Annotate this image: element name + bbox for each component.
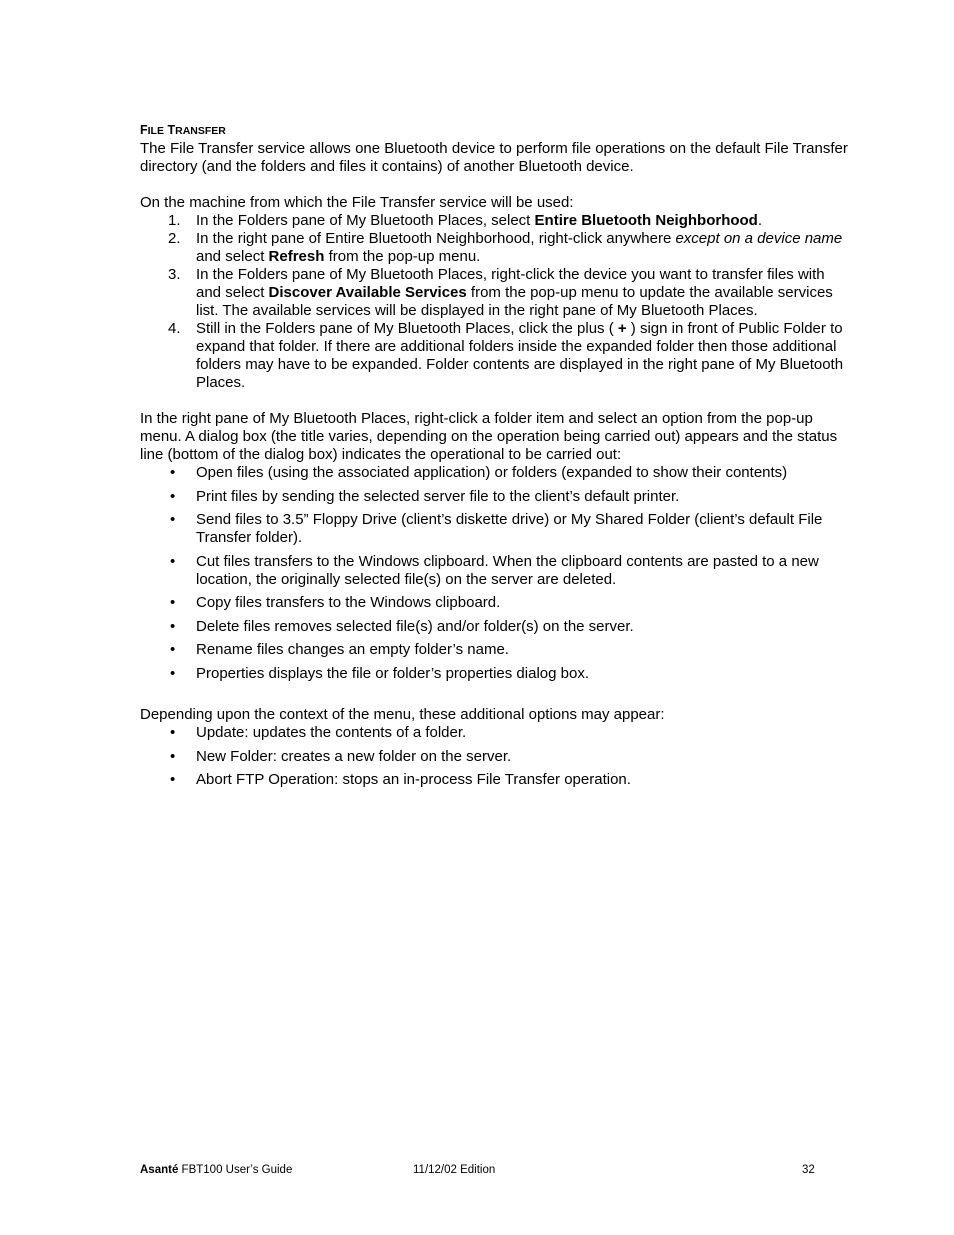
list-item: • New Folder: creates a new folder on the server. — [170, 747, 512, 765]
footer-brand: Asanté — [140, 1164, 179, 1176]
list-item: • Update: updates the contents of a folder. — [170, 724, 467, 741]
right-pane-paragraph: In the right pane of My Bluetooth Places, right-click a folder item and select an option from the pop-up menu. A dialog box (the title varies, depending on the operation being carried out) appears and the status line (bottom of the dialog box) indicates the operational to be carried out: — [140, 410, 838, 463]
list-item: • Delete files removes selected file(s) and/or folder(s) on the server. — [170, 617, 634, 635]
options-list — [140, 464, 850, 683]
footer-page-number: 32 — [802, 1164, 815, 1176]
step-number: 3. — [168, 266, 181, 283]
italic-term: except on a device name — [675, 230, 843, 247]
step-item: 4. Still in the Folders pane of My Bluetooth Places, click the plus ( + ) sign in front of Public Folder to expand that folder. If there are additional folders inside the expanded folder then those additional folders may have to be expanded. Folder contents are displayed in the right pane of My Bluetooth Places. — [168, 320, 844, 391]
list-item: • Print files by sending the selected server file to the client’s default printer. — [170, 487, 680, 505]
step-number: 4. — [168, 320, 181, 337]
machine-intro: On the machine from which the File Transfer service will be used: — [140, 194, 574, 211]
context-paragraph: Depending upon the context of the menu, these additional options may appear: — [140, 706, 665, 723]
footer-guide-title: Asanté FBT100 User’s Guide — [140, 1164, 293, 1176]
footer-edition: 11/12/02 Edition — [413, 1164, 496, 1176]
intro-paragraph: The File Transfer service allows one Bluetooth device to perform file operations on the default File Transfer directory (and the folders and files it contains) of another Bluetooth device. — [140, 140, 848, 175]
title-letter: T — [167, 123, 176, 137]
title-smallcaps: ILE — [147, 125, 164, 137]
title-smallcaps: RANSFER — [175, 125, 226, 137]
extra-options-list — [140, 724, 850, 789]
list-item: • Cut files transfers to the Windows clipboard. When the clipboard contents are pasted to a new location, the originally selected file(s) on the server are deleted. — [170, 552, 819, 588]
step-item: 2. In the right pane of Entire Bluetooth Neighborhood, right-click anywhere except on a device name and select Refresh from the pop-up menu. — [168, 230, 843, 265]
section-title — [140, 121, 850, 140]
list-item: • Abort FTP Operation: stops an in-process File Transfer operation. — [170, 771, 631, 788]
bold-term: Entire Bluetooth Neighborhood — [534, 212, 758, 229]
title-letter: F — [140, 123, 148, 137]
step-item: 1. In the Folders pane of My Bluetooth Places, select Entire Bluetooth Neighborhood. — [168, 212, 763, 229]
bold-term: Refresh — [268, 248, 325, 265]
list-item: • Copy files transfers to the Windows clipboard. — [170, 594, 501, 611]
steps-list — [140, 212, 850, 392]
page-content — [140, 121, 850, 795]
step-item: 3. In the Folders pane of My Bluetooth Places, right-click the device you want to transfer files with and select Discover Available Services from the pop-up menu to update the available services list. The available services will be displayed in the right pane of My Bluetooth Places. — [168, 266, 833, 319]
step-number: 1. — [168, 212, 181, 229]
bold-term: Discover Available Services — [268, 284, 467, 301]
list-item: • Send files to 3.5” Floppy Drive (client’s diskette drive) or My Shared Folder (client’s default File Transfer folder). — [170, 511, 823, 546]
step-number: 2. — [168, 230, 181, 247]
list-item: • Properties displays the file or folder’s properties dialog box. — [170, 664, 589, 682]
list-item: • Rename files changes an empty folder’s name. — [170, 641, 509, 658]
bold-term: + — [617, 320, 627, 337]
list-item: • Open files (using the associated application) or folders (expanded to show their contents) — [170, 464, 788, 481]
